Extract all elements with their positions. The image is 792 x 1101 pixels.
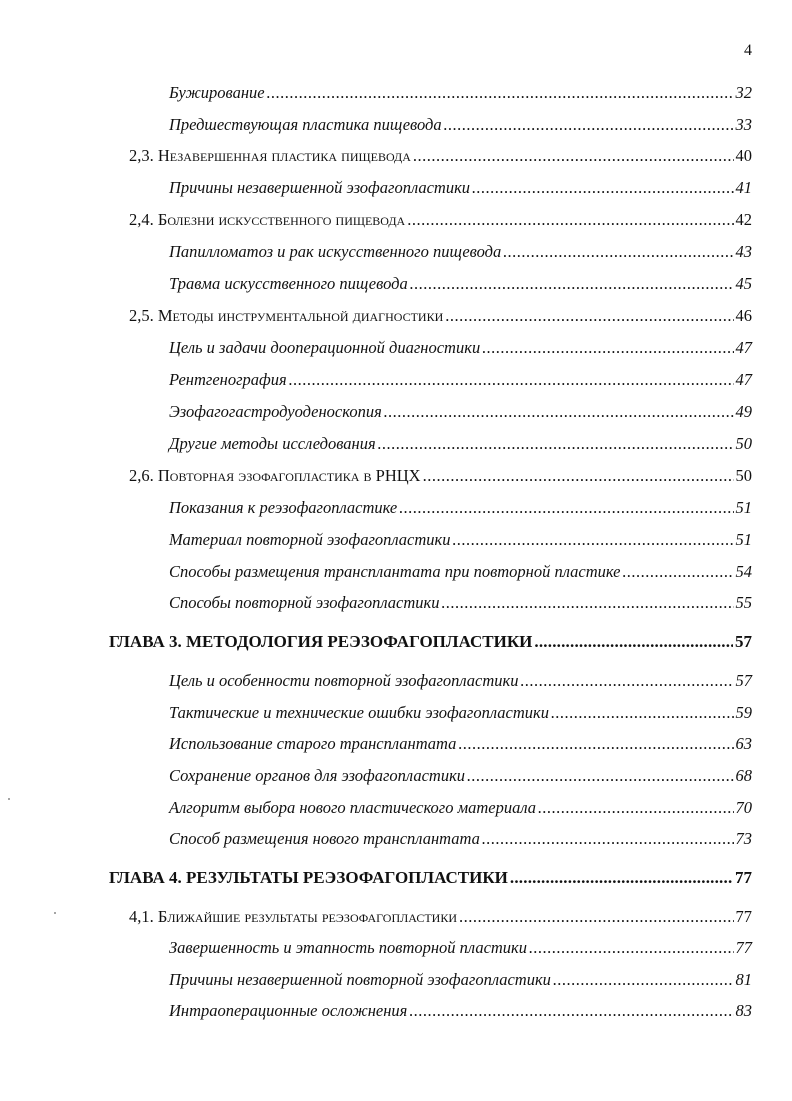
toc-section-page: 40: [735, 146, 752, 165]
toc-entry-page: 33: [735, 115, 752, 134]
toc-entry: [169, 703, 752, 723]
toc-chapter: [109, 868, 752, 888]
toc-section-page: 77: [735, 907, 752, 926]
toc-section: [129, 907, 752, 927]
toc-entry: [169, 938, 752, 958]
toc-section-title: 2,6. Повторная эзофагопластика в РНЦХ: [129, 466, 421, 485]
toc-entry: [169, 370, 752, 390]
toc-entry: [169, 115, 752, 135]
toc-entry-title: Способ размещения нового трансплантата: [169, 829, 480, 848]
toc-entry-page: 51: [735, 530, 752, 549]
toc-entry-page: 47: [735, 338, 752, 357]
dot-leader: [534, 632, 733, 652]
dot-leader: [453, 530, 734, 550]
dot-leader: [399, 498, 733, 518]
toc-entry-page: 50: [735, 434, 752, 453]
page-number: 4: [744, 42, 752, 59]
dot-leader: [413, 146, 734, 166]
toc-entry-title: Цель и задачи дооперационной диагностики: [169, 338, 481, 357]
dot-leader: [441, 593, 733, 613]
toc-section: [129, 210, 752, 230]
toc-entry-page: 45: [735, 274, 752, 293]
toc-entry: [169, 402, 752, 422]
toc-entry: [169, 530, 752, 550]
dot-leader: [482, 338, 733, 358]
toc-chapter-page: 57: [735, 632, 752, 651]
toc-section-title: 2,3. Незавершенная пластика пищевода: [129, 146, 411, 165]
toc-entry-page: 32: [735, 83, 752, 102]
toc-section-title: 2,5. Методы инструментальной диагностики: [129, 306, 444, 325]
toc-entry: [169, 498, 752, 518]
toc-entry-title: Предшествующая пластика пищевода: [169, 115, 442, 134]
toc-section: [129, 146, 752, 166]
toc-entry-page: 49: [735, 402, 752, 421]
scan-speck: [8, 798, 10, 800]
toc-entry-title: Интраоперационные осложнения: [169, 1001, 408, 1020]
dot-leader: [459, 907, 734, 927]
toc-entry-title: Причины незавершенной эзофагопластики: [169, 178, 471, 197]
toc-section: [129, 306, 752, 326]
toc-entry-page: 77: [735, 938, 752, 957]
dot-leader: [444, 115, 734, 135]
toc-section-page: 46: [735, 306, 752, 325]
dot-leader: [551, 703, 734, 723]
toc-entry-title: Причины незавершенной повторной эзофагопластики: [169, 970, 551, 989]
dot-leader: [503, 242, 733, 262]
toc-entry-page: 73: [735, 829, 752, 848]
toc-chapter-title: ГЛАВА 4. РЕЗУЛЬТАТЫ РЕЭЗОФАГОПЛАСТИКИ: [109, 868, 508, 887]
toc-chapter: [109, 632, 752, 652]
toc-entry: [169, 338, 752, 358]
toc-entry-title: Алгоритм выбора нового пластического материала: [169, 798, 537, 817]
dot-leader: [445, 306, 733, 326]
toc-entry-title: Использование старого трансплантата: [169, 734, 457, 753]
toc-entry-title: Способы размещения трансплантата при повторной пластике: [169, 562, 621, 581]
toc-entry: [169, 562, 752, 582]
toc-entry: [169, 798, 752, 818]
dot-leader: [510, 868, 733, 888]
toc-entry: [169, 593, 752, 613]
toc-entry: [169, 829, 752, 849]
dot-leader: [623, 562, 734, 582]
toc-entry-page: 83: [735, 1001, 752, 1020]
dot-leader: [423, 466, 734, 486]
toc-entry-title: Завершенность и этапность повторной пластики: [169, 938, 528, 957]
toc-chapter-page: 77: [735, 868, 752, 887]
toc-entry-page: 59: [735, 703, 752, 722]
toc-entry-page: 57: [735, 671, 752, 690]
dot-leader: [409, 1001, 733, 1021]
toc-entry: [169, 242, 752, 262]
dot-leader: [521, 671, 734, 691]
toc-entry-title: Другие методы исследования: [169, 434, 376, 453]
toc-section-page: 42: [735, 210, 752, 229]
toc-section-title: 4,1. Ближайшие результаты реэзофагопластики: [129, 907, 457, 926]
toc-entry: [169, 970, 752, 990]
toc-entry: [169, 83, 752, 103]
toc-entry: [169, 434, 752, 454]
dot-leader: [472, 178, 733, 198]
dot-leader: [410, 274, 734, 294]
toc-entry: [169, 671, 752, 691]
toc-entry-title: Материал повторной эзофагопластики: [169, 530, 451, 549]
toc-entry-page: 81: [735, 970, 752, 989]
toc-entry-page: 51: [735, 498, 752, 517]
toc-section-page: 50: [735, 466, 752, 485]
dot-leader: [267, 83, 734, 103]
dot-leader: [467, 766, 733, 786]
toc-entry: [169, 766, 752, 786]
dot-leader: [289, 370, 734, 390]
toc-section-title: 2,4. Болезни искусственного пищевода: [129, 210, 406, 229]
toc-entry-page: 63: [735, 734, 752, 753]
toc-section: [129, 466, 752, 486]
dot-leader: [407, 210, 733, 230]
toc-entry-page: 70: [735, 798, 752, 817]
dot-leader: [529, 938, 733, 958]
toc-entry-title: Бужирование: [169, 83, 265, 102]
toc-entry-title: Рентгенография: [169, 370, 287, 389]
toc-entry-page: 43: [735, 242, 752, 261]
toc-entry: [169, 734, 752, 754]
toc-entry-title: Способы повторной эзофагопластики: [169, 593, 440, 612]
toc-entry: [169, 178, 752, 198]
dot-leader: [538, 798, 733, 818]
toc-entry-page: 47: [735, 370, 752, 389]
toc-entry: [169, 274, 752, 294]
toc-entry-page: 41: [735, 178, 752, 197]
toc-entry: [169, 1001, 752, 1021]
dot-leader: [553, 970, 734, 990]
toc-entry-title: Показания к реэзофагопластике: [169, 498, 398, 517]
toc-entry-title: Травма искусственного пищевода: [169, 274, 408, 293]
toc-entry-page: 68: [735, 766, 752, 785]
toc-chapter-title: ГЛАВА 3. МЕТОДОЛОГИЯ РЕЭЗОФАГОПЛАСТИКИ: [109, 632, 533, 651]
toc-entry-title: Эзофагогастродуоденоскопия: [169, 402, 382, 421]
toc-entry-title: Сохранение органов для эзофагопластики: [169, 766, 466, 785]
dot-leader: [482, 829, 734, 849]
dot-leader: [378, 434, 734, 454]
toc-entry-title: Папилломатоз и рак искусственного пищевода: [169, 242, 502, 261]
dot-leader: [458, 734, 733, 754]
toc-entry-page: 55: [735, 593, 752, 612]
scan-speck: [54, 912, 56, 914]
toc-entry-title: Тактические и технические ошибки эзофагопластики: [169, 703, 549, 722]
toc-entry-title: Цель и особенности повторной эзофагопластики: [169, 671, 519, 690]
dot-leader: [384, 402, 734, 422]
toc-entry-page: 54: [735, 562, 752, 581]
